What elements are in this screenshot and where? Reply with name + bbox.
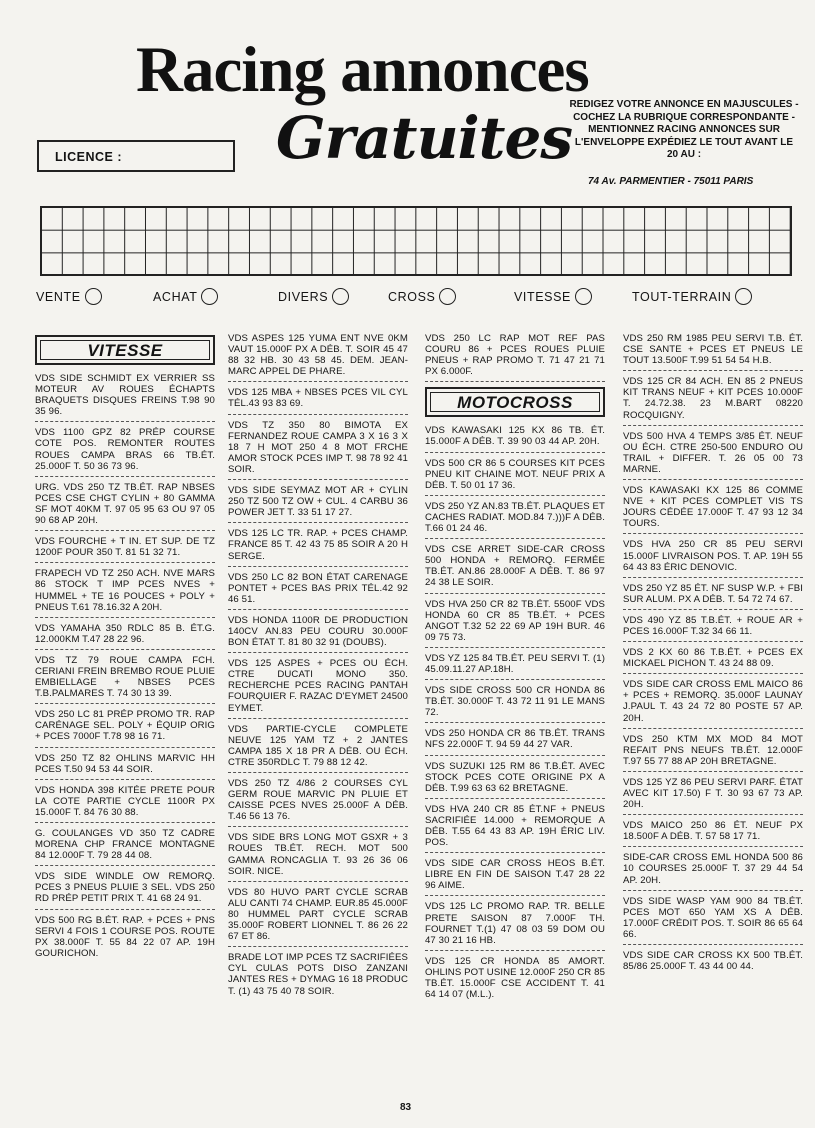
- classified-ad: VDS SIDE BRS LONG MOT GSXR + 3 ROUES TB.ÉT. RECH. MOT 500 GAMMA RONCAGLIA T. 93 26 36 06 SOIR. NICE.: [228, 832, 408, 881]
- classified-ad: VDS SUZUKI 125 RM 86 T.B.ÉT. AVEC STOCK PCES COTE ORIGINE PX A DÉB. T.99 63 63 62 BRETAGNE.: [425, 761, 605, 799]
- classified-ad: G. COULANGES VD 350 TZ CADRE MORENA CHP FRANCE MONTAGNE 84 12.000F T. 79 28 44 08.: [35, 828, 215, 866]
- category-tout-terrain[interactable]: [632, 288, 752, 305]
- classified-ad: VDS HVA 240 CR 85 ÉT.NF + PNEUS SACRIFIÉE 14.000 + REMORQUE A DÉB. T.55 64 43 83 AP. 19H ÉRIC LIV. POS.: [425, 804, 605, 853]
- page-title: Racing annonces: [136, 34, 589, 106]
- classified-ad: VDS 125 CR HONDA 85 AMORT. OHLINS POT USINE 12.000F 250 CR 85 TB.ÉT. 15.000F CSE ACCIDENT T. 41 64 14 07 (M.L.).: [425, 955, 605, 1001]
- classified-ad: VDS 490 YZ 85 T.B.ÉT. + ROUE AR + PCES 16.000F T.32 34 66 11.: [623, 615, 803, 642]
- classified-ad: VDS PARTIE-CYCLE COMPLETE NEUVE 125 YAM TZ + 2 JANTES CAMPA 185 X 18 PR A DÉB. OU ÉCH. CTRE 350RDLC T. 79 88 12 42.: [228, 724, 408, 773]
- classified-ad: VDS 125 MBA + NBSES PCES VIL CYL TÉL.43 93 83 69.: [228, 387, 408, 414]
- classified-ad: VDS HVA 250 CR 85 PEU SERVI 15.000F LIVRAISON POS. T. AP. 19H 55 64 43 83 ÉRIC DENOVIC.: [623, 539, 803, 577]
- classified-ad: VDS YAMAHA 350 RDLC 85 B. ÉT.G. 12.000KM T.47 28 22 96.: [35, 623, 215, 650]
- classified-ad: VDS 250 TZ 82 OHLINS MARVIC HH PCES T.50 94 53 44 SOIR.: [35, 753, 215, 780]
- classified-ad: VDS MAICO 250 86 ÉT. NEUF PX 18.500F A DÉB. T. 57 58 17 71.: [623, 820, 803, 847]
- classified-ad: VDS ASPES 125 YUMA ENT NVE 0KM VAUT 15.000F PX A DÉB. T. SOIR 45 47 88 32 HB. 30 43 58 45. DEM. JEAN-MARC APPEL DE PHARE.: [228, 333, 408, 382]
- classified-ad: VDS SIDE CROSS 500 CR HONDA 86 TB.ÉT. 30.000F T. 43 72 11 91 LE MANS 72.: [425, 685, 605, 723]
- classified-ad: VDS HONDA 398 KITÉE PRETE POUR LA COTE PARTIE CYCLE 1100R PX 15.000F T. 84 76 30 88.: [35, 785, 215, 823]
- classified-ad: VDS 125 LC PROMO RAP. TR. BELLE PRETE SAISON 87 7.000F TH. FOURNET T.(1) 47 08 03 59 DOM OU 47 30 21 16 HB.: [425, 901, 605, 950]
- classified-ad: VDS FOURCHE + T IN. ET SUP. DE TZ 1200F POUR 350 T. 81 51 32 71.: [35, 536, 215, 563]
- classified-ad: VDS 250 LC 81 PRÉP PROMO TR. RAP CARÉNAGE SEL. POLY + ÉQUIP ORIG + PCES 7000F T.78 98 16 71.: [35, 709, 215, 747]
- classified-ad: VDS KAWASAKI KX 125 86 COMME NVE + KIT PCES COMPLET VIS TS JOURS CÉDÉE 17.000F T. 47 93 12 34 TOURS.: [623, 485, 803, 534]
- ads-column-4: [623, 333, 803, 981]
- classified-ad: BRADE LOT IMP PCES TZ SACRIFIÉES CYL CULAS POTS DISO ZANZANI JANTES RES + DYMAG 16 18 PRODUC T. (1) 43 75 40 78 SOIR.: [228, 952, 408, 997]
- classified-ad: VDS 125 CR 84 ACH. EN 85 2 PNEUS KIT TRANS NEUF + KIT PCES 10.000F T. 24.72.38. 23 M.BART 08220 ROCQUIGNY.: [623, 376, 803, 425]
- classified-ad: VDS 250 HONDA CR 86 TB.ÉT. TRANS NFS 22.000F T. 94 59 44 27 VAR.: [425, 728, 605, 755]
- classified-ad: URG. VDS 250 TZ TB.ÉT. RAP NBSES PCES CSE CHGT CYLIN + 80 GAMMA SF MOT 40KM T. 97 05 95 63 OU 97 05 90 68 AP 20H.: [35, 482, 215, 531]
- classified-ad: VDS TZ 79 ROUE CAMPA FCH. CERIANI FREIN BREMBO ROUE PLUIE EMBIELLAGE + NBSES PCES T.B.PALMARES T. 74 30 13 39.: [35, 655, 215, 704]
- instructions-text: REDIGEZ VOTRE ANNONCE EN MAJUSCULES - COCHEZ LA RUBRIQUE CORRESPONDANTE - MENTIONNEZ RACING ANNONCES SUR L'ENVELOPPE EXPÉDIEZ LE TOUT AVANT LE 20 AU :: [569, 99, 799, 161]
- ads-column-1: [35, 333, 215, 968]
- classified-ad: VDS 125 LC TR. RAP. + PCES CHAMP. FRANCE 85 T. 42 43 75 85 SOIR A 20 H SERGE.: [228, 528, 408, 566]
- category-checkboxes: [36, 288, 796, 312]
- category-label: VENTE: [36, 289, 81, 304]
- classified-ad: VDS 500 CR 86 5 COURSES KIT PCES PNEU KIT CHAINE MOT. NEUF PRIX A DÉB. T. 50 01 17 36.: [425, 458, 605, 496]
- ad-entry-grid[interactable]: [40, 206, 792, 276]
- classified-ad: VDS SIDE SEYMAZ MOT AR + CYLIN 250 TZ 500 TZ OW + CUL. 4 CARBU 36 POWER JET T. 33 51 17 27.: [228, 485, 408, 523]
- classified-ad: VDS 250 YZ AN.83 TB.ÉT. PLAQUES ET CACHES RADIAT. MOD.84 7.)))F A DÉB. T.66 01 24 46.: [425, 501, 605, 539]
- classified-ad: VDS 125 YZ 86 PEU SERVI PARF. ÉTAT AVEC KIT 17.50) F T. 30 93 67 73 AP. 20H.: [623, 777, 803, 815]
- classified-ad: VDS SIDE SCHMIDT EX VERRIER SS MOTEUR AV ROUES ÉCHAPTS BRAQUETS DISQUES FREINS T.98 90 35 96.: [35, 373, 215, 422]
- classified-ad: VDS 250 KTM MX MOD 84 MOT REFAIT PNS NEUFS TB.ÉT. 12.000F T.97 55 77 88 AP 20H BRETAGNE.: [623, 734, 803, 772]
- section-title: VITESSE: [87, 341, 163, 360]
- classified-ad: VDS 2 KX 60 86 T.B.ÉT. + PCES EX MICKAEL PICHON T. 43 24 88 09.: [623, 647, 803, 674]
- classified-ad: VDS 250 TZ 4/86 2 COURSES CYL GERM ROUE MARVIC PN PLUIE ET CAISSE PCES NVES 25.000F A DÉB. T.46 56 13 76.: [228, 778, 408, 827]
- classified-ad: VDS 250 YZ 85 ÉT. NF SUSP W.P. + FBI SUR ALUM. PX A DÉB. T. 54 72 74 67.: [623, 583, 803, 610]
- classified-ad: VDS YZ 125 84 TB.ÉT. PEU SERVI T. (1) 45.09.11.27 AP.18H.: [425, 653, 605, 680]
- category-label: TOUT-TERRAIN: [632, 289, 732, 304]
- classified-ad: VDS 250 LC 82 BON ÉTAT CARENAGE PONTET + PCES BAS PRIX TÉL.42 92 46 51.: [228, 572, 408, 610]
- classified-ad: VDS SIDE WINDLE OW REMORQ. PCES 3 PNEUS PLUIE 3 SEL. VDS 250 RD PRÉP PETIT PRIX T. 41 68 24 91.: [35, 871, 215, 909]
- classified-ad: VDS TZ 350 80 BIMOTA EX FERNANDEZ ROUE CAMPA 3 X 16 3 X 18 7 H MOT 250 4 8 MOT FRCHE AMOR STOCK PCES IMP T. 98 78 92 41 SOIR.: [228, 420, 408, 480]
- checkbox-circle-icon[interactable]: [735, 288, 752, 305]
- category-divers[interactable]: [278, 288, 349, 305]
- ads-column-2: [228, 333, 408, 1006]
- page-subtitle: Gratuites: [276, 104, 573, 172]
- category-label: CROSS: [388, 289, 436, 304]
- classified-ad: VDS KAWASAKI 125 KX 86 TB. ÉT. 15.000F A DÉB. T. 39 90 03 44 AP. 20H.: [425, 425, 605, 452]
- classified-ad: VDS 500 RG B.ÉT. RAP. + PCES + PNS SERVI 4 FOIS 1 COURSE POS. ROUTE PX 38.000F T. 55 84 22 07 AP. 19H GOURICHON.: [35, 914, 215, 959]
- classified-ad: VDS SIDE CAR CROSS KX 500 TB.ÉT. 85/86 25.000F T. 43 44 00 44.: [623, 950, 803, 973]
- classified-ad: VDS 80 HUVO PART CYCLE SCRAB ALU CANTI 74 CHAMP. EUR.85 45.000F 80 HUMMEL PART CYCLE SCRAB 35.000F ROBERT LIONNEL T. 86 26 22 67 ET 86.: [228, 887, 408, 947]
- category-label: DIVERS: [278, 289, 329, 304]
- checkbox-circle-icon[interactable]: [575, 288, 592, 305]
- classified-ad: VDS HONDA 1100R DE PRODUCTION 140CV AN.83 PEU COURU 30.000F BON ÉTAT T. 81 80 32 91 (DOUBS).: [228, 615, 408, 653]
- category-achat[interactable]: [153, 288, 218, 305]
- category-label: VITESSE: [514, 289, 571, 304]
- category-cross[interactable]: [388, 288, 456, 305]
- classified-ad: VDS 125 ASPES + PCES OU ÉCH. CTRE DUCATI MONO 350. RECHERCHE PCES RACING PANTAH FOURQUIER F. RAZAC D'EYMET 24500 EYMET.: [228, 658, 408, 718]
- classified-ad: VDS SIDE WASP YAM 900 84 TB.ÉT. PCES MOT 650 YAM XS A DÉB. 17.000F CRÉDIT POS. T. SOIR 86 65 64 66.: [623, 896, 803, 945]
- classified-ad: VDS HVA 250 CR 82 TB.ÉT. 5500F VDS HONDA 60 CR 85 TB.ÉT. + PCES ANGOT T.32 52 22 69 AP 19H BUR. 46 09 75 73.: [425, 599, 605, 648]
- classified-ad: VDS 250 RM 1985 PEU SERVI T.B. ÉT. CSE SANTE + PCES ET PNEUS LE TOUT 13.500F T.99 51 54 54 H.B.: [623, 333, 803, 371]
- classified-ad: VDS 500 HVA 4 TEMPS 3/85 ÉT. NEUF OU ÉCH. CTRE 250-500 ENDURO OU TRAIL + DIFFER. T. 26 05 00 73 MARNE.: [623, 431, 803, 480]
- licence-field[interactable]: [37, 140, 235, 172]
- section-header: [35, 335, 215, 365]
- checkbox-circle-icon[interactable]: [332, 288, 349, 305]
- section-title: MOTOCROSS: [457, 393, 573, 413]
- classified-ad: SIDE-CAR CROSS EML HONDA 500 86 10 COURSES 25.000F T. 37 29 44 54 AP. 20H.: [623, 852, 803, 890]
- category-label: ACHAT: [153, 289, 198, 304]
- page-number: 83: [400, 1102, 412, 1113]
- section-header: [425, 387, 605, 417]
- category-vente[interactable]: [36, 288, 102, 305]
- checkbox-circle-icon[interactable]: [439, 288, 456, 305]
- mailing-address: 74 Av. PARMENTIER - 75011 PARIS: [588, 176, 754, 187]
- category-vitesse[interactable]: [514, 288, 592, 305]
- classified-ad: VDS 250 LC RAP MOT REF PAS COURU 86 + PCES ROUES PLUIE PNEUS + RAP PROMO T. 71 47 21 71 PX 6.000F.: [425, 333, 605, 382]
- classified-ad: FRAPECH VD TZ 250 ACH. NVE MARS 86 STOCK T IMP PCES NVES + HUMMEL + TE 16 POUCES + POLY + PNEUS T.61 78.16.32 A 20H.: [35, 568, 215, 617]
- licence-label: LICENCE :: [55, 150, 122, 164]
- classified-ad: VDS 1100 GPZ 82 PRÉP COURSE COTE POS. REMONTER ROUTES ROUES CAMPA BRAS 66 TB.ÉT. 25.000F T. 50 36 73 96.: [35, 427, 215, 476]
- checkbox-circle-icon[interactable]: [201, 288, 218, 305]
- classified-ad: VDS SIDE CAR CROSS HEOS B.ÉT. LIBRE EN FIN DE SAISON T.47 28 22 96 AIME.: [425, 858, 605, 896]
- checkbox-circle-icon[interactable]: [85, 288, 102, 305]
- classified-ad: VDS CSE ARRET SIDE-CAR CROSS 500 HONDA + REMORQ. FERMÉE TB.ÉT. AN.86 28.000F A DÉB. T. 86 97 24 38 LE SOIR.: [425, 544, 605, 593]
- classified-ad: VDS SIDE CAR CROSS EML MAICO 86 + PCES + REMORQ. 35.000F LAUNAY J.PAUL T. 43 24 72 80 POSTE 57 AP. 20H.: [623, 679, 803, 728]
- ads-column-3: [425, 333, 605, 1009]
